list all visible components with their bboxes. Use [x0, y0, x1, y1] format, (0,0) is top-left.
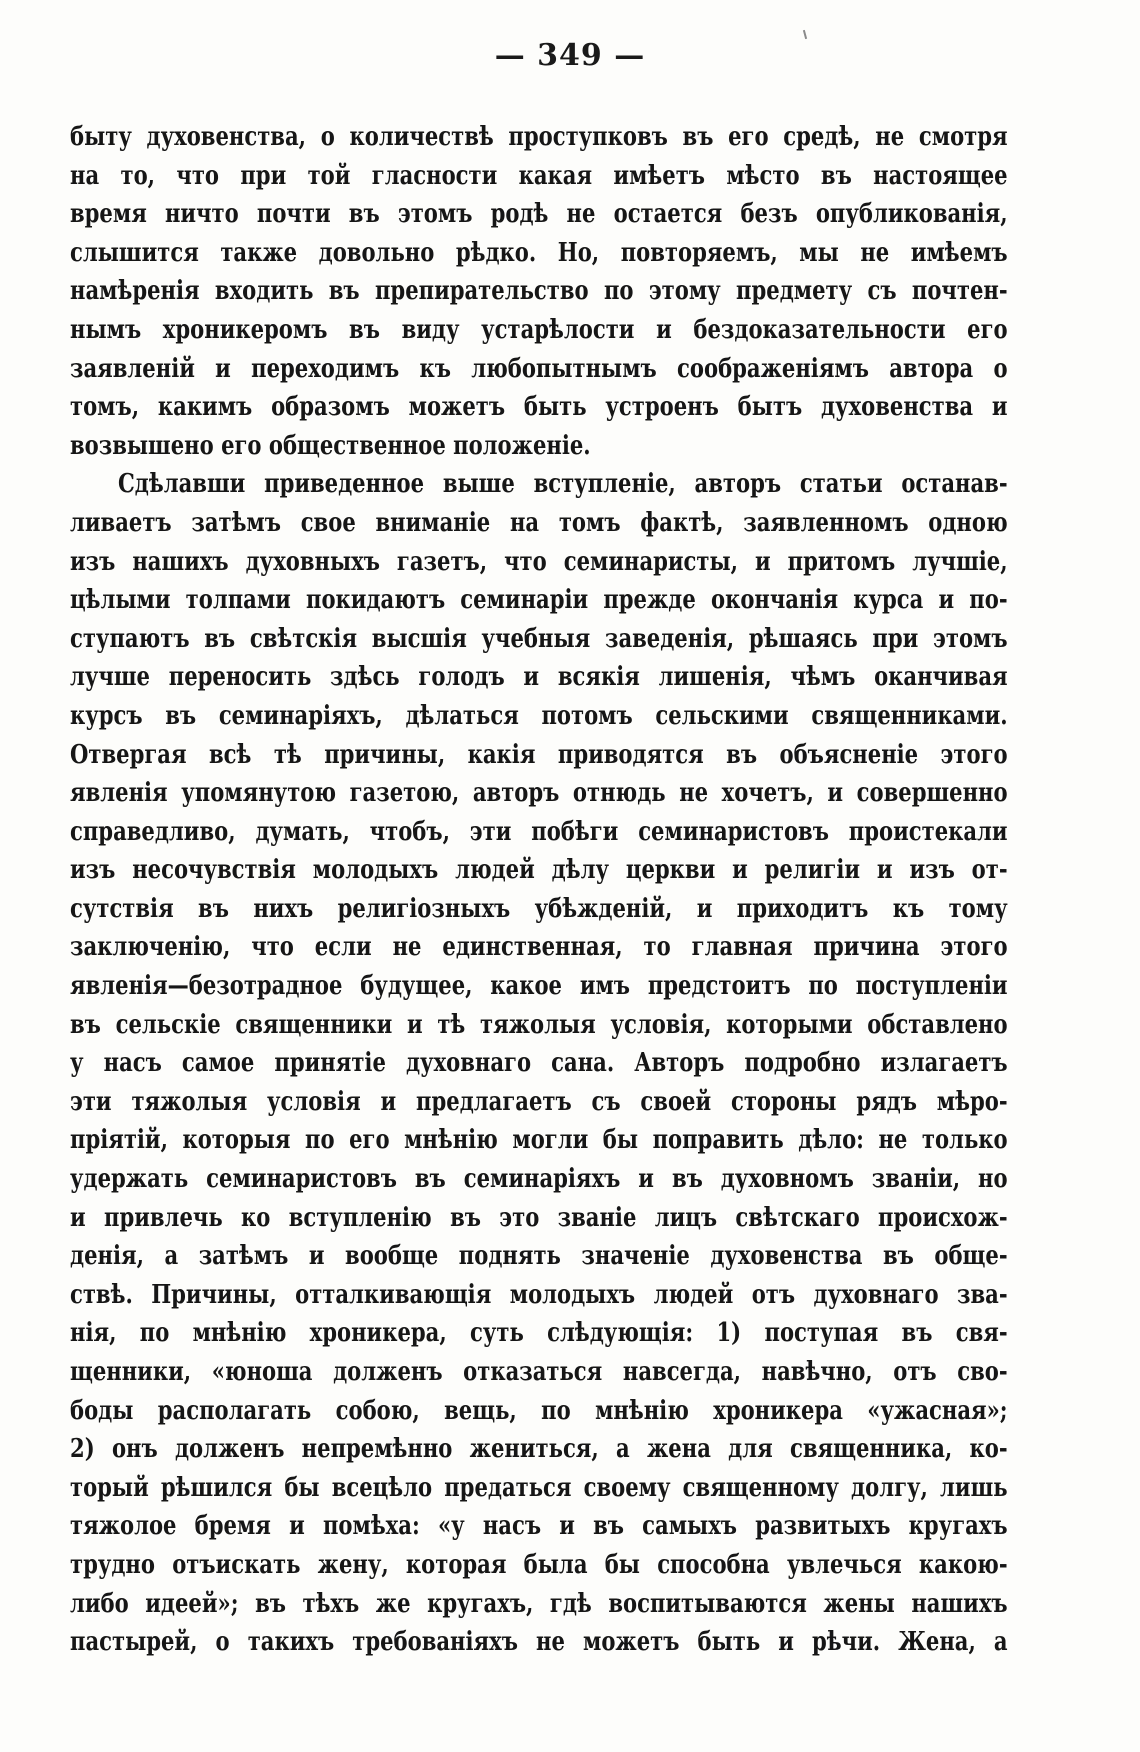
text-line: время ничто почти въ этомъ родѣ не остается безъ опубликованія, [70, 198, 1008, 230]
text-line: изъ нашихъ духовныхъ газетъ, что семинаристы, и притомъ лучшіе, [70, 545, 1008, 577]
text-line: Сдѣлавши приведенное выше вступленіе, авторъ статьи останав- [118, 468, 1008, 500]
text-line: томъ, какимъ образомъ можетъ быть устроенъ бытъ духовенства и [70, 391, 1008, 423]
text-line: лучше переносить здѣсь голодъ и всякія лишенія, чѣмъ оканчивая [70, 661, 1008, 693]
text-line: намѣренія входить въ препирательство по этому предмету съ почтен- [70, 275, 1008, 307]
text-line: ливаетъ затѣмъ свое вниманіе на томъ фактѣ, заявленномъ одною [70, 506, 1008, 538]
text-line: курсъ въ семинаріяхъ, дѣлаться потомъ сельскими священниками. [70, 699, 1008, 731]
paragraph-1 [70, 118, 1008, 465]
text-line: у насъ самое принятіе духовнаго сана. Авторъ подробно излагаетъ [70, 1047, 1008, 1079]
text-line: явленія—безотрадное будущее, какое имъ предстоитъ по поступленіи [70, 970, 1008, 1002]
text-line: явленія упомянутою газетою, авторъ отнюдь не хочетъ, и совершенно [70, 777, 1008, 809]
text-line: быту духовенства, о количествѣ проступковъ въ его средѣ, не смотря [70, 121, 1008, 152]
text-line: трудно отъискать жену, которая была бы способна увлечься какою- [70, 1548, 1008, 1580]
text-line: ствѣ. Причины, отталкивающія молодыхъ людей отъ духовнаго зва- [70, 1278, 1008, 1310]
text-line: удержать семинаристовъ въ семинаріяхъ и въ духовномъ званіи, но [70, 1163, 1008, 1195]
text-line: возвышено его общественное положеніе. [70, 429, 591, 461]
text-line: справедливо, думать, чтобъ, эти побѣги семинаристовъ проистекали [70, 815, 1008, 847]
text-line: тяжолое бремя и помѣха: «у насъ и въ самыхъ развитыхъ кругахъ [70, 1510, 1008, 1542]
text-line: ступаютъ въ свѣтскія высшія учебныя заведенія, рѣшаясь при этомъ [70, 622, 1008, 654]
text-line: въ сельскіе священники и тѣ тяжолыя условія, которыми обставлено [70, 1008, 1008, 1040]
text-line: эти тяжолыя условія и предлагаетъ съ своей стороны рядъ мѣро- [70, 1085, 1008, 1117]
text-line: 2) онъ долженъ непремѣнно жениться, а жена для священника, ко- [70, 1433, 1008, 1465]
text-line: пріятій, которыя по его мнѣнію могли бы поправить дѣло: не только [70, 1124, 1008, 1156]
paragraph-2 [70, 465, 1008, 1661]
text-line: заключенію, что если не единственная, то главная причина этого [70, 931, 1008, 963]
text-line: пастырей, о такихъ требованіяхъ не можетъ быть и рѣчи. Жена, а [70, 1626, 1008, 1658]
text-line: изъ несочувствія молодыхъ людей дѣлу церкви и религіи и изъ от- [70, 854, 1008, 886]
text-line: цѣлыми толпами покидаютъ семинаріи прежде окончанія курса и по- [70, 584, 1008, 616]
text-line: Отвергая всѣ тѣ причины, какія приводятся въ объясненіе этого [70, 738, 1008, 770]
text-line: либо идеей»; въ тѣхъ же кругахъ, гдѣ воспитываются жены нашихъ [70, 1587, 1008, 1619]
page-number: — 349 — [494, 38, 646, 73]
text-line: слышится также довольно рѣдко. Но, повторяемъ, мы не имѣемъ [70, 236, 1008, 268]
text-body [70, 118, 1008, 1662]
text-line: денія, а затѣмъ и вообще поднять значеніе духовенства въ обще- [70, 1240, 1008, 1272]
text-line: щенники, «юноша долженъ отказаться навсегда, навѣчно, отъ сво- [70, 1356, 1008, 1387]
text-line: боды располагать собою, вещь, по мнѣнію хроникера «ужасная»; [70, 1394, 1008, 1426]
text-line: на то, что при той гласности какая имѣетъ мѣсто въ настоящее [70, 159, 1008, 191]
text-line: нія, по мнѣнію хроникера, суть слѣдующія: 1) поступая въ свя- [70, 1317, 1008, 1349]
text-line: нымъ хроникеромъ въ виду устарѣлости и бездоказательности его [70, 313, 1008, 345]
text-line: торый рѣшился бы всецѣло предаться своему священному долгу, лишь [70, 1471, 1008, 1503]
text-line: заявленій и переходимъ къ любопытнымъ соображеніямъ автора о [70, 352, 1008, 384]
text-line: и привлечь ко вступленію въ это званіе лицъ свѣтскаго происхож- [70, 1201, 1008, 1233]
text-line: сутствія въ нихъ религіозныхъ убѣжденій, и приходитъ къ тому [70, 892, 1008, 924]
